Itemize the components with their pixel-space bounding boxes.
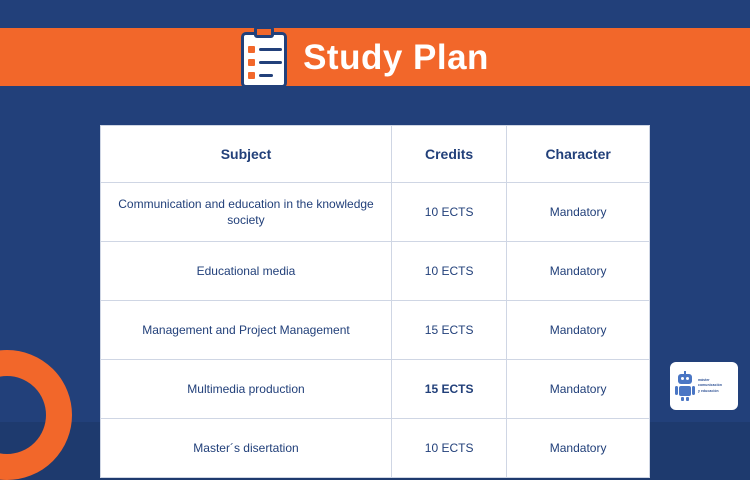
- clipboard-clip: [254, 26, 274, 38]
- robot-leg: [681, 397, 684, 401]
- clipboard-row: [248, 46, 282, 53]
- cell-character: Mandatory: [507, 242, 650, 301]
- robot-leg: [686, 397, 689, 401]
- column-header-subject: Subject: [101, 126, 392, 183]
- robot-eye: [686, 377, 689, 380]
- title-band: [0, 28, 750, 86]
- table-row: [101, 419, 650, 478]
- clipboard-checklist-icon: [241, 26, 287, 88]
- cell-character: Mandatory: [507, 301, 650, 360]
- cell-character: Mandatory: [507, 419, 650, 478]
- check-mark-icon: [248, 46, 255, 53]
- robot-eye: [681, 377, 684, 380]
- page-title: Study Plan: [303, 37, 489, 77]
- robot-arm: [675, 386, 678, 395]
- table-row: [101, 301, 650, 360]
- cell-credits: 15 ECTS: [391, 360, 506, 419]
- robot-arm: [692, 386, 695, 395]
- logo-text: [698, 378, 722, 393]
- logo-line-1: máster: [698, 378, 710, 383]
- column-header-character: Character: [507, 126, 650, 183]
- clipboard-line: [259, 48, 282, 51]
- cell-credits: 10 ECTS: [391, 242, 506, 301]
- table-row: [101, 183, 650, 242]
- study-plan-table-container: [100, 125, 650, 478]
- logo-line-3: y educación: [698, 388, 719, 393]
- cell-subject: Multimedia production: [101, 360, 392, 419]
- cell-character: Mandatory: [507, 183, 650, 242]
- title-group: [241, 26, 489, 88]
- check-mark-icon: [248, 59, 255, 66]
- cell-credits: 10 ECTS: [391, 183, 506, 242]
- decorative-ring: [0, 350, 72, 480]
- cell-subject: Master´s disertation: [101, 419, 392, 478]
- cell-subject: Management and Project Management: [101, 301, 392, 360]
- robot-body: [679, 386, 691, 396]
- column-header-credits: Credits: [391, 126, 506, 183]
- study-plan-table: [100, 125, 650, 478]
- robot-icon: [675, 371, 695, 401]
- cell-credits: 15 ECTS: [391, 301, 506, 360]
- table-header-row: [101, 126, 650, 183]
- check-mark-icon: [248, 72, 255, 79]
- program-logo: [670, 362, 738, 410]
- cell-subject: Communication and education in the knowledge society: [101, 183, 392, 242]
- table-row: [101, 242, 650, 301]
- cell-credits: 10 ECTS: [391, 419, 506, 478]
- clipboard-rows: [248, 46, 282, 85]
- clipboard-line: [259, 74, 273, 77]
- cell-subject: Educational media: [101, 242, 392, 301]
- clipboard-row: [248, 72, 282, 79]
- clipboard-line: [259, 61, 282, 64]
- cell-character: Mandatory: [507, 360, 650, 419]
- clipboard-row: [248, 59, 282, 66]
- logo-line-2: comunicación: [698, 383, 722, 388]
- table-row: [101, 360, 650, 419]
